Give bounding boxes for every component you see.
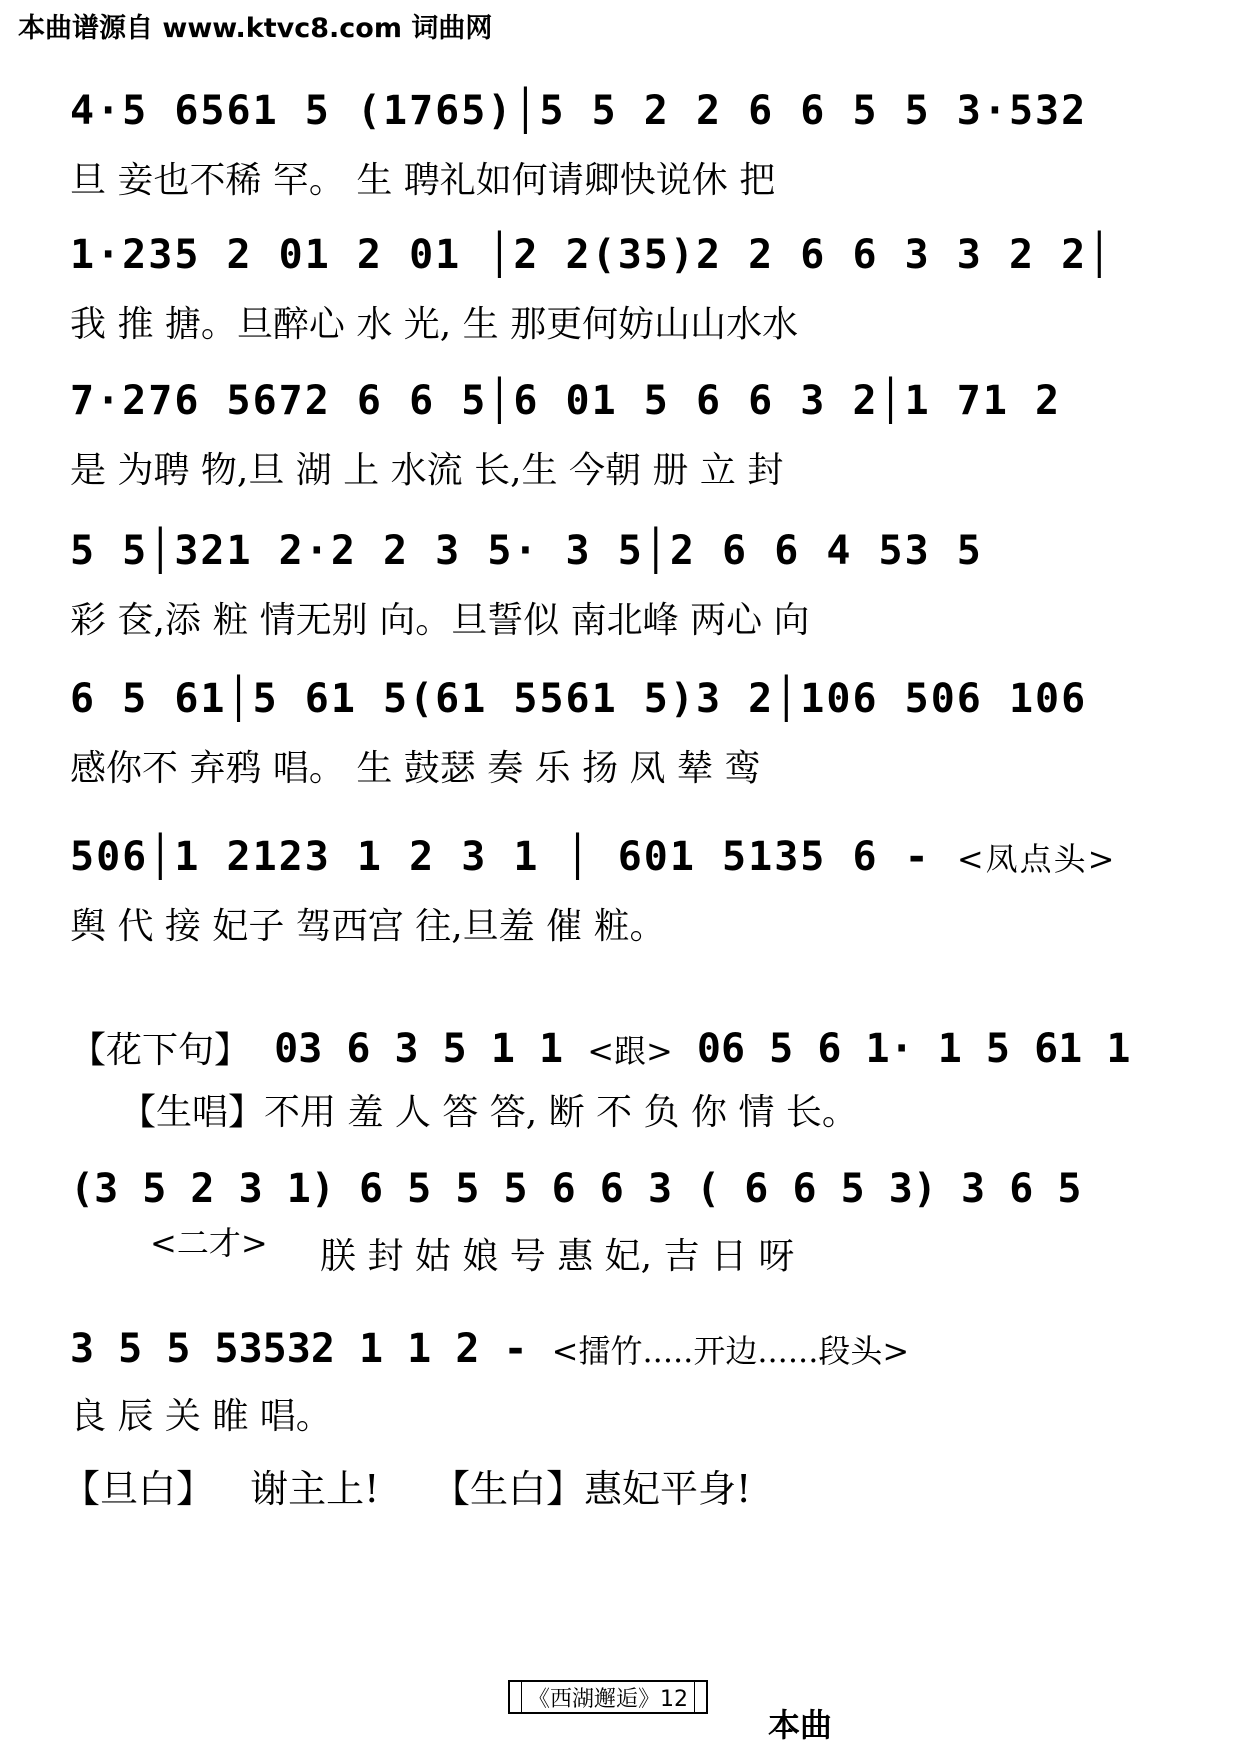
numbered-notation: 1·235 2 01 2 01 │2 2(35)2 2 6 6 3 3 2 2│	[70, 232, 1114, 278]
lyrics: 我 推 搪。旦醉心 水 光, 生 那更何妨山山水水	[70, 304, 799, 345]
section-label: 【花下句】	[70, 1030, 251, 1071]
numbered-notation: 4·5 6561 5 (1765)│5 5 2 2 6 6 5 5 3·532	[70, 88, 1088, 134]
score-line-8	[70, 1166, 1190, 1212]
score-line-1	[70, 88, 1190, 201]
numbered-notation: 5 5│321 2·2 2 3 5· 3 5│2 6 6 4 53 5	[70, 528, 983, 574]
speech-text: 惠妃平身!	[584, 1467, 752, 1511]
score-line-4	[70, 528, 1190, 641]
score-line-6	[70, 834, 1190, 947]
watermark-stamp: 本曲	[768, 1706, 833, 1744]
lyrics: 是 为聘 物,旦 湖 上 水流 长,生 今朝 册 立 封	[70, 450, 784, 491]
numbered-notation: 7·276 5672 6 6 5│6 01 5 6 6 3 2│1 71 2	[70, 378, 1062, 424]
line7-lyrics	[120, 1084, 858, 1135]
numbered-notation: 03 6 3 5 1 1	[274, 1026, 564, 1072]
cue-marker: <擂竹.....开边......段头>	[551, 1332, 910, 1370]
numbered-notation: 3 5 5 53532 1 1 2 -	[70, 1326, 528, 1372]
numbered-notation: 6 5 61│5 61 5(61 5561 5)3 2│106 506 106	[70, 676, 1088, 722]
page-footer	[508, 1680, 708, 1714]
footer-label: 《西湖邂逅》12	[521, 1681, 695, 1714]
cue-marker: <凤点头>	[956, 840, 1117, 878]
score-line-7	[70, 1022, 1190, 1073]
notation-text: 506│1 2123 1 2 3 1 │ 601 5135 6 -	[70, 834, 931, 880]
lyrics: 朕 封 姑 娘 号 惠 妃, 吉 日 呀	[320, 1236, 795, 1277]
dan-speech	[62, 1458, 379, 1513]
score-line-5	[70, 676, 1190, 789]
cue-marker: <跟>	[587, 1032, 673, 1070]
role-label: 【生唱】	[120, 1092, 265, 1133]
lyrics: 彩 奁,添 粧 情无别 向。旦誓似 南北峰 两心 向	[70, 600, 810, 641]
lyrics: 良 辰 关 睢 唱。	[70, 1396, 332, 1437]
numbered-notation	[70, 834, 1190, 880]
sheng-speech	[432, 1458, 751, 1513]
score-line-9	[70, 1326, 1190, 1372]
role-label: 【旦白】	[62, 1467, 215, 1511]
lyrics: 感你不 弃鸦 唱。 生 鼓瑟 奏 乐 扬 凤 辇 鸾	[70, 748, 761, 789]
sub-marker: <二才>	[150, 1224, 268, 1262]
lyrics: 舆 代 接 妃子 驾西宫 往,旦羞 催 粧。	[70, 906, 666, 947]
lyrics: 旦 妾也不稀 罕。 生 聘礼如何请卿快说休 把	[70, 160, 776, 201]
lyrics: 不用 羞 人 答 答, 断 不 负 你 情 长。	[264, 1092, 858, 1133]
score-line-3	[70, 378, 1190, 491]
speech-text: 谢主上!	[250, 1467, 380, 1511]
role-label: 【生白】	[432, 1467, 585, 1511]
numbered-notation: (3 5 2 3 1) 6 5 5 5 6 6 3 ( 6 6 5 3) 3 6 5	[70, 1166, 1082, 1212]
numbered-notation-cont: 06 5 6 1· 1 5 61 1	[696, 1026, 1131, 1072]
source-header: 本曲谱源自 www.ktvc8.com 词曲网	[18, 13, 493, 44]
score-line-2	[70, 232, 1190, 345]
